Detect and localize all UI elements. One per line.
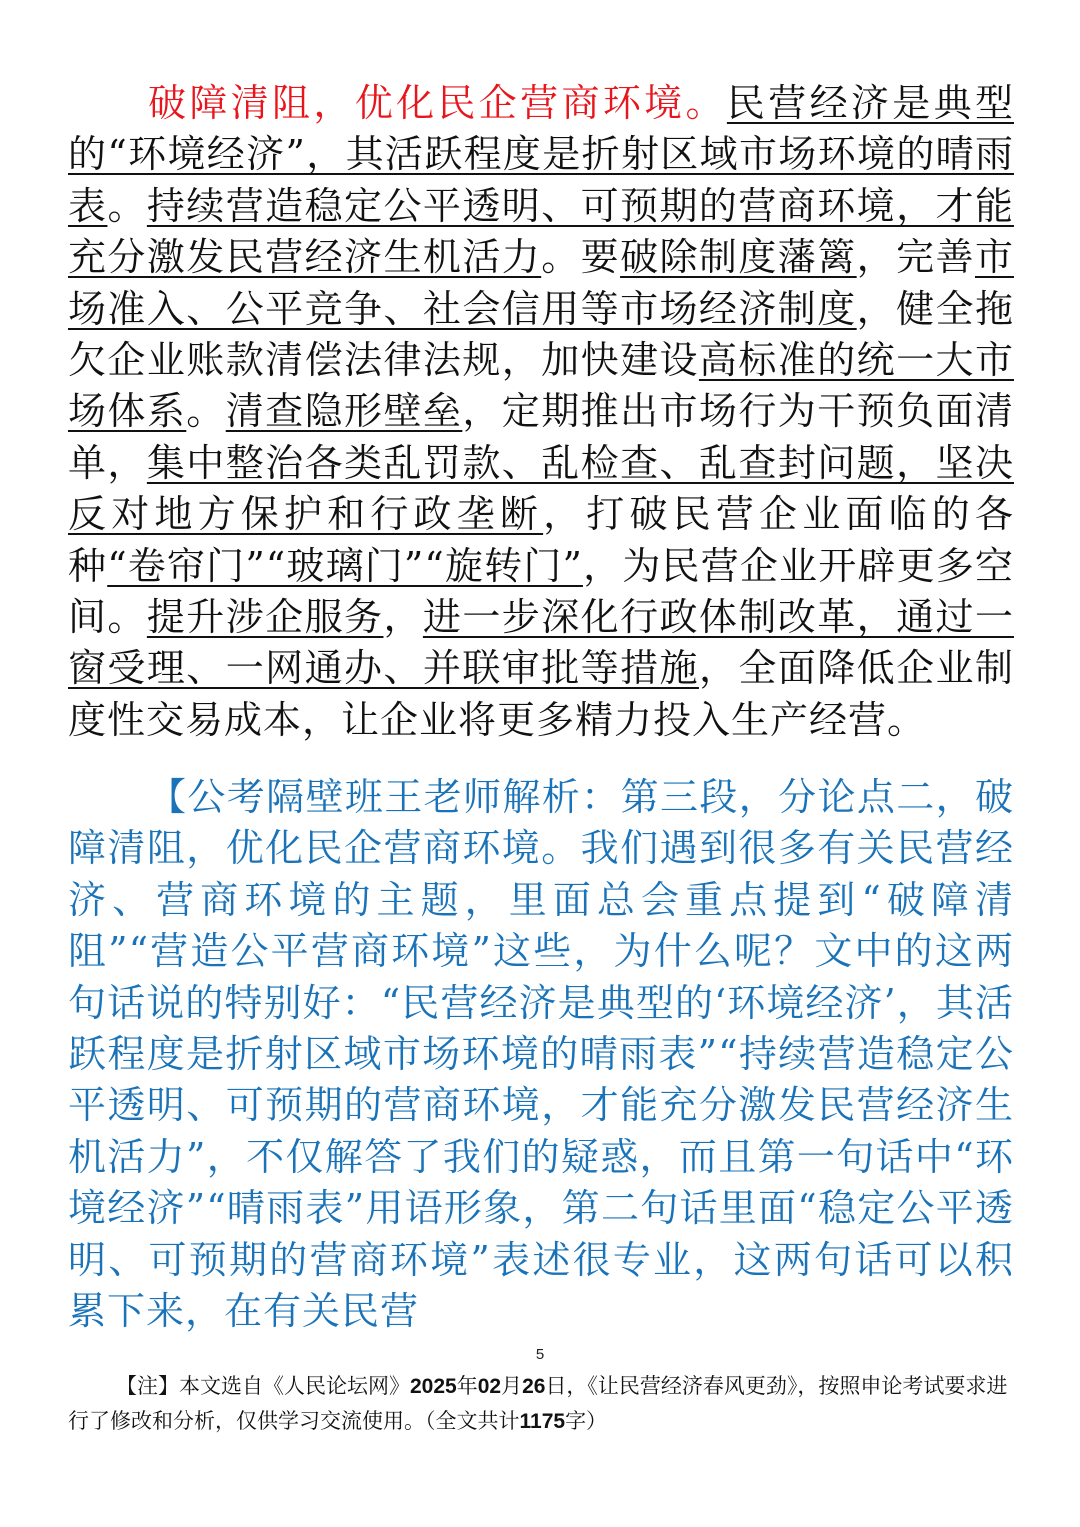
page-number: 5	[535, 1346, 545, 1363]
underlined-phrase: 高标准的统一大市场体系	[68, 338, 1014, 434]
footnote-text: 【注】本文选自《人民论坛网》	[116, 1374, 410, 1398]
plain-text: ，打破民营企业面临的各种	[68, 492, 1014, 588]
plain-text: 。	[186, 389, 226, 434]
plain-text: ，	[383, 595, 423, 640]
footnote-word-count: 1175	[519, 1410, 566, 1433]
underlined-phrase: 进一步深化行政体制改革，通过一窗受理、一网通办、并联审批等措施	[68, 595, 1014, 691]
footnote	[68, 1369, 1014, 1439]
plain-text: ，完善	[856, 235, 975, 280]
paragraph-lead-heading: 破障清阻，优化民企营商环境。	[148, 81, 727, 125]
underlined-phrase: 民营经济是典型的“环境经济”，其活跃程度是折射区域市场环境的晴雨表	[68, 81, 1014, 228]
plain-text: ，健全拖欠企业账款清偿法律法规，加快建设	[68, 286, 1014, 383]
footnote-text: 日，《让民营经济春风更劲》，按照申论考试要求进行了修改和分析，仅供学习交流使用。（全文共计	[68, 1374, 1008, 1433]
footnote-month: 02	[477, 1375, 502, 1398]
plain-text: 。要	[541, 235, 621, 280]
analysis-paragraph: 【公考隔壁班王老师解析：第三段，分论点二，破障清阻，优化民企营商环境。我们遇到很多有关民营经济、营商环境的主题，里面总会重点提到“破障清阻”“营造公平营商环境”这些，为什么呢？文中的这两句话说的特别好：“民营经济是典型的‘环境经济’，其活跃程度是折射区域市场环境的晴雨表”“持续营造稳定公平透明、可预期的营商环境，才能充分激发民营经济生机活力”，不仅解答了我们的疑惑，而且第一句话中“环境经济”“晴雨表”用语形象，第二句话里面“稳定公平透明、可预期的营商环境”表述很专业，这两句话可以积累下来，在有关民营	[68, 775, 1014, 1334]
footnote-text: 月	[501, 1374, 523, 1398]
underlined-phrase: 市场准入、公平竞争、社会信用等市场经济制度	[68, 235, 1014, 331]
footnote-text: 年	[456, 1374, 478, 1398]
underlined-phrase: 提升涉企服务	[146, 595, 384, 640]
underlined-phrase: 集中整治各类乱罚款、乱检查、乱查封问题，坚决反对地方保护和行政垄断	[68, 440, 1014, 537]
underlined-phrase: 持续营造稳定公平透明、可预期的营商环境，才能充分激发民营经济生机活力	[68, 183, 1014, 280]
plain-text: 。	[107, 183, 147, 228]
plain-text: ，全面降低企业制度性交易成本，让企业将更多精力投入生产经营。	[68, 646, 1014, 742]
underlined-phrase: 破除制度藩篱	[620, 235, 857, 280]
footnote-year: 2025	[410, 1375, 457, 1398]
footnote-text: 字）	[565, 1409, 608, 1433]
plain-text: ，为民营企业开辟更多空间。	[68, 543, 1014, 640]
underlined-phrase: “卷帘门”“玻璃门”“旋转门”	[107, 543, 583, 588]
footnote-day: 26	[522, 1375, 546, 1398]
paragraph-main	[68, 78, 1014, 746]
underlined-phrase: 清查隐形壁垒	[225, 389, 463, 434]
plain-text: ，定期推出市场行为干预负面清单，	[68, 389, 1014, 485]
